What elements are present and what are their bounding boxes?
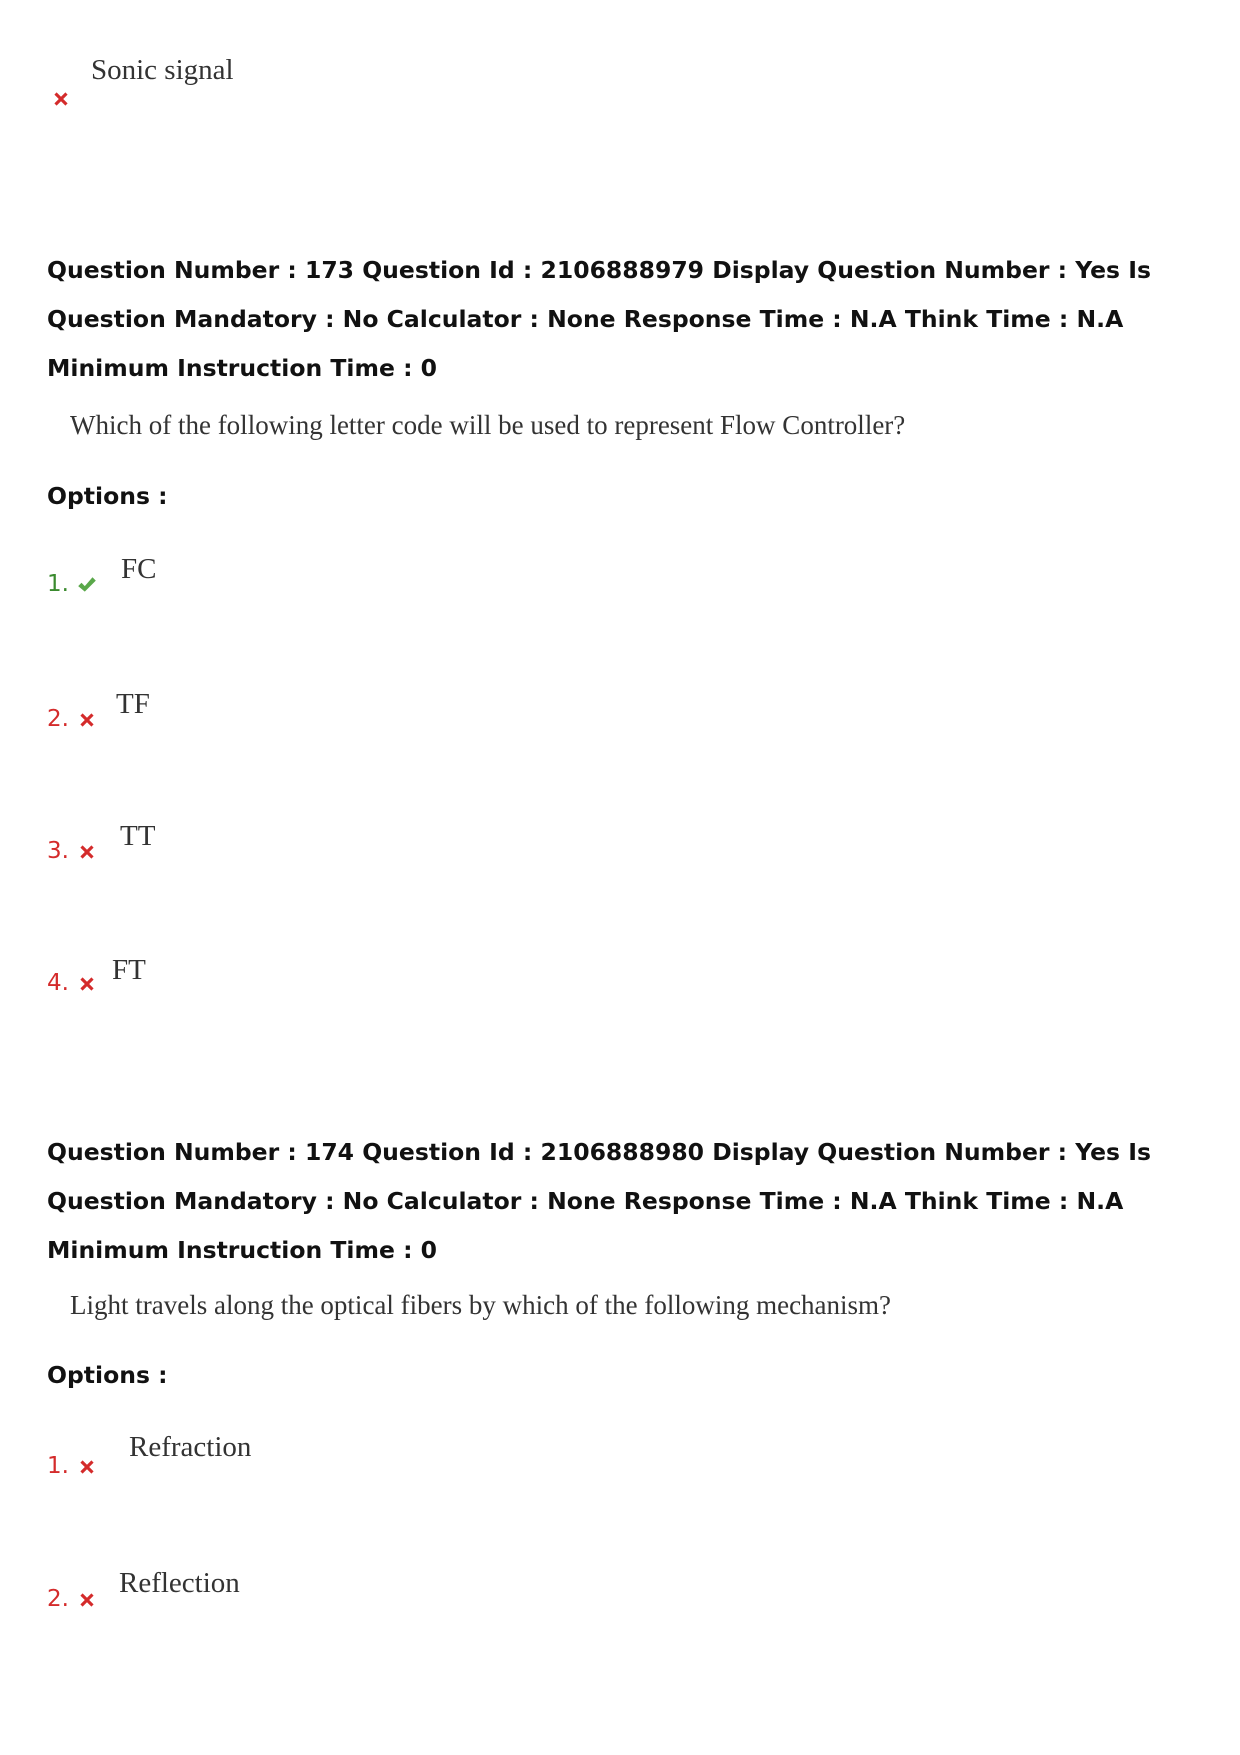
cross-icon: [76, 838, 98, 864]
option-text: TT: [120, 820, 156, 852]
option-number: [47, 706, 98, 732]
check-icon: [76, 571, 98, 597]
option-number: [47, 970, 98, 996]
option-number-label: 3.: [47, 838, 69, 864]
options-label: Options :: [47, 482, 168, 510]
option-number-label: 4.: [47, 970, 69, 996]
option-text: Refraction: [129, 1431, 252, 1463]
option-number: [47, 1453, 98, 1479]
prev-option-text: Sonic signal: [91, 54, 234, 86]
option-text: FT: [112, 954, 146, 986]
option-text: FC: [121, 553, 157, 585]
cross-icon: [76, 970, 98, 996]
option-number: [47, 1586, 98, 1612]
option-number-label: 1.: [47, 571, 69, 597]
option-number-label: 2.: [47, 706, 69, 732]
option-number: [47, 838, 98, 864]
cross-icon: [50, 88, 72, 110]
option-number-label: 2.: [47, 1586, 69, 1612]
question-text: Light travels along the optical fibers by which of the following mechanism?: [70, 1290, 892, 1320]
cross-icon: [76, 1453, 98, 1479]
options-label: Options :: [47, 1361, 168, 1389]
question-meta: Question Number : 173 Question Id : 2106888979 Display Question Number : Yes Is Question Mandatory : No Calculator : None Response Time : N.A Think Time : N.A Minimum Instruction Time : 0: [47, 256, 1151, 382]
cross-icon: [76, 706, 98, 732]
option-text: TF: [116, 688, 150, 720]
option-number-label: 1.: [47, 1453, 69, 1479]
question-meta: Question Number : 174 Question Id : 2106888980 Display Question Number : Yes Is Question Mandatory : No Calculator : None Response Time : N.A Think Time : N.A Minimum Instruction Time : 0: [47, 1138, 1151, 1264]
option-number: [47, 571, 98, 597]
cross-icon: [76, 1586, 98, 1612]
question-text: Which of the following letter code will be used to represent Flow Controller?: [70, 410, 906, 440]
option-text: Reflection: [119, 1567, 240, 1599]
